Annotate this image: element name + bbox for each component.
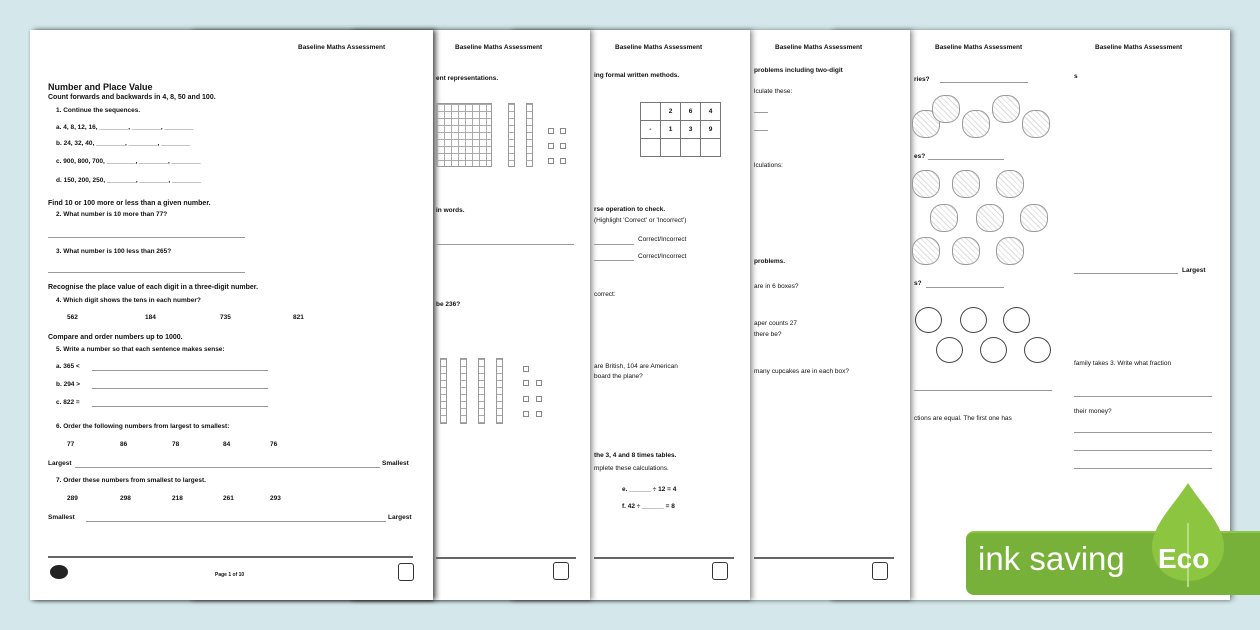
page-header: Baseline Maths Assessment <box>935 44 1023 51</box>
unit-cube-icon <box>560 158 566 164</box>
grid-cell: 9 <box>701 121 721 139</box>
number: 76 <box>270 441 278 448</box>
unit-cube-icon <box>548 128 554 134</box>
footer-rule <box>48 556 413 558</box>
apple-icon <box>980 337 1007 363</box>
question-part: a. 365 < <box>56 363 80 370</box>
question-text: ries? <box>914 76 930 83</box>
unit-cube-icon <box>560 128 566 134</box>
answer-line[interactable] <box>1074 396 1212 397</box>
question-text: (Highlight 'Correct' or 'Incorrect') <box>594 217 687 224</box>
question: 5. Write a number so that each sentence makes sense: <box>56 346 225 353</box>
footer-rule <box>436 557 576 559</box>
grid-cell: 2 <box>661 103 681 121</box>
answer-line[interactable] <box>754 130 768 131</box>
strawberry-icon <box>912 170 940 198</box>
question-text: rse operation to check. <box>594 206 666 213</box>
number: 218 <box>172 495 183 502</box>
question-text: in words. <box>436 207 465 214</box>
label-smallest: Smallest <box>382 460 409 467</box>
calculation: e. ______ ÷ 12 = 4 <box>622 486 677 493</box>
number: 184 <box>145 314 156 321</box>
question-text: aper counts 27 <box>754 320 798 327</box>
unit-cube-icon <box>536 380 542 386</box>
question-text: many cupcakes are in each box? <box>754 368 850 375</box>
grid-row <box>641 103 721 121</box>
unit-cube-icon <box>548 143 554 149</box>
strawberry-icon <box>1020 204 1048 232</box>
unit-cube-icon <box>523 366 529 372</box>
section-heading: Compare and order numbers up to 1000. <box>48 334 183 341</box>
grid-cell[interactable] <box>661 139 681 157</box>
question-text: s <box>1074 73 1078 80</box>
question-text: lculations: <box>754 162 783 169</box>
unit-cube-icon <box>523 380 529 386</box>
unit-cube-icon <box>523 411 529 417</box>
question: 4. Which digit shows the tens in each number? <box>56 297 201 304</box>
label-largest: Largest <box>1182 267 1206 274</box>
answer-line[interactable] <box>86 521 386 522</box>
grid-cell: - <box>641 121 661 139</box>
answer-line[interactable] <box>1074 450 1212 451</box>
strawberry-icon <box>952 170 980 198</box>
question-text: es? <box>914 153 926 160</box>
footer-rule <box>754 557 894 559</box>
answer-line[interactable] <box>928 159 1004 160</box>
answer-line[interactable] <box>92 370 268 371</box>
question-text: their money? <box>1074 408 1112 415</box>
question: 6. Order the following numbers from largest to smallest: <box>56 423 230 430</box>
question-text: ent representations. <box>436 75 499 82</box>
page-header: Baseline Maths Assessment <box>615 44 703 51</box>
calculation: f. 42 ÷ ______ = 8 <box>622 503 675 510</box>
grid-cell: 1 <box>661 121 681 139</box>
section-heading: problems. <box>754 258 786 265</box>
trophy-logo-icon <box>712 562 728 580</box>
unit-cube-icon <box>536 411 542 417</box>
section-heading: Recognise the place value of each digit in a three-digit number. <box>48 284 259 291</box>
correct-incorrect-option[interactable]: Correct/Incorrect <box>638 253 687 260</box>
question-part: d. 150, 200, 250, ________, ________, ________ <box>56 177 201 184</box>
number: 293 <box>270 495 281 502</box>
answer-line[interactable] <box>926 287 1004 288</box>
question-text: problems including two-digit <box>754 67 843 74</box>
trophy-logo-icon <box>553 562 569 580</box>
question-part: b. 294 > <box>56 381 81 388</box>
label-largest: Largest <box>388 514 412 521</box>
grid-cell: 6 <box>681 103 701 121</box>
page-header: Baseline Maths Assessment <box>1095 44 1183 51</box>
ink-saving-label: ink saving <box>978 540 1125 577</box>
ten-rod-icon <box>478 358 485 424</box>
section-heading: Count forwards and backwards in 4, 8, 50 and 100. <box>48 94 216 101</box>
question-text: are in 6 boxes? <box>754 283 799 290</box>
answer-line[interactable] <box>940 82 1028 83</box>
number: 289 <box>67 495 78 502</box>
answer-line[interactable] <box>75 467 380 468</box>
answer-line[interactable] <box>754 112 768 113</box>
answer-line[interactable] <box>48 272 245 273</box>
number: 821 <box>293 314 304 321</box>
grid-row <box>641 121 721 139</box>
answer-line[interactable] <box>48 237 245 238</box>
question-part: c. 900, 800, 700, ________, ________, ________ <box>56 158 201 165</box>
answer-line[interactable] <box>436 244 574 245</box>
grid-row <box>641 139 721 157</box>
label-smallest: Smallest <box>48 514 75 521</box>
strawberry-icon <box>992 95 1020 123</box>
page-number: Page 1 of 10 <box>215 572 245 578</box>
number: 261 <box>223 495 234 502</box>
correct-incorrect-option[interactable]: Correct/Incorrect <box>638 236 687 243</box>
number: 77 <box>67 441 75 448</box>
question-text: ctions are equal. The first one has <box>914 415 1012 422</box>
section-title: Number and Place Value <box>48 82 153 92</box>
question-text: family takes 3. Write what fraction <box>1074 360 1172 367</box>
question: 2. What number is 10 more than 77? <box>56 211 168 218</box>
grid-cell[interactable] <box>681 139 701 157</box>
question-text: lculate these: <box>754 88 793 95</box>
page-header: Baseline Maths Assessment <box>298 44 386 51</box>
strawberry-icon <box>912 237 940 265</box>
answer-line[interactable] <box>914 390 1052 391</box>
unit-cube-icon <box>523 396 529 402</box>
question-text: s? <box>914 280 922 287</box>
question: 7. Order these numbers from smallest to largest. <box>56 477 206 484</box>
strawberry-icon <box>952 237 980 265</box>
question-part: c. 822 = <box>56 399 80 406</box>
question-part: a. 4, 8, 12, 16, ________, ________, ________ <box>56 124 194 131</box>
question-text: board the plane? <box>594 373 643 380</box>
number: 562 <box>67 314 78 321</box>
number: 86 <box>120 441 128 448</box>
trophy-logo-icon <box>398 563 414 581</box>
eco-label: Eco <box>1158 543 1210 574</box>
hundred-square-icon <box>436 103 492 167</box>
apple-icon <box>936 337 963 363</box>
grid-cell <box>641 103 661 121</box>
trophy-logo-icon <box>872 562 888 580</box>
question-text: mplete these calculations. <box>594 465 669 472</box>
question-text: correct: <box>594 291 616 298</box>
number: 735 <box>220 314 231 321</box>
strawberry-icon <box>932 95 960 123</box>
page-header: Baseline Maths Assessment <box>455 44 543 51</box>
grid-cell: 3 <box>681 121 701 139</box>
answer-line[interactable] <box>1074 468 1212 469</box>
footer-rule <box>594 557 734 559</box>
question-text: be 236? <box>436 301 461 308</box>
unit-cube-icon <box>548 158 554 164</box>
section-heading: Find 10 or 100 more or less than a given number. <box>48 200 211 207</box>
ten-rod-icon <box>508 103 515 167</box>
apple-icon <box>1024 337 1051 363</box>
strawberry-icon <box>996 237 1024 265</box>
ten-rod-icon <box>526 103 533 167</box>
apple-icon <box>960 307 987 333</box>
strawberry-icon <box>962 110 990 138</box>
unit-cube-icon <box>536 396 542 402</box>
apple-icon <box>1003 307 1030 333</box>
question-text: there be? <box>754 331 782 338</box>
column-subtraction-grid <box>640 102 721 157</box>
label-largest: Largest <box>48 460 72 467</box>
question-text: ing formal written methods. <box>594 72 680 79</box>
strawberry-icon <box>976 204 1004 232</box>
answer-line[interactable] <box>92 388 268 389</box>
grid-cell[interactable] <box>701 139 721 157</box>
number: 78 <box>172 441 180 448</box>
grid-cell: 4 <box>701 103 721 121</box>
ten-rod-icon <box>460 358 467 424</box>
strawberry-icon <box>930 204 958 232</box>
answer-line[interactable] <box>594 260 634 261</box>
ten-rod-icon <box>496 358 503 424</box>
number: 84 <box>223 441 231 448</box>
question-text: are British, 104 are American <box>594 363 678 370</box>
question: 1. Continue the sequences. <box>56 107 141 114</box>
answer-line[interactable] <box>92 406 268 407</box>
strawberry-icon <box>996 170 1024 198</box>
number: 298 <box>120 495 131 502</box>
question-part: b. 24, 32, 40, ________, ________, ________ <box>56 140 191 147</box>
answer-line[interactable] <box>1074 273 1178 274</box>
page-header: Baseline Maths Assessment <box>775 44 863 51</box>
answer-line[interactable] <box>1074 432 1212 433</box>
grid-cell[interactable] <box>641 139 661 157</box>
strawberry-icon <box>1022 110 1050 138</box>
answer-line[interactable] <box>594 244 634 245</box>
worksheet-page-1 <box>30 30 433 600</box>
brand-logo-icon <box>50 565 68 579</box>
question: 3. What number is 100 less than 265? <box>56 248 172 255</box>
ten-rod-icon <box>440 358 447 424</box>
apple-icon <box>915 307 942 333</box>
unit-cube-icon <box>560 143 566 149</box>
section-heading: the 3, 4 and 8 times tables. <box>594 452 677 459</box>
